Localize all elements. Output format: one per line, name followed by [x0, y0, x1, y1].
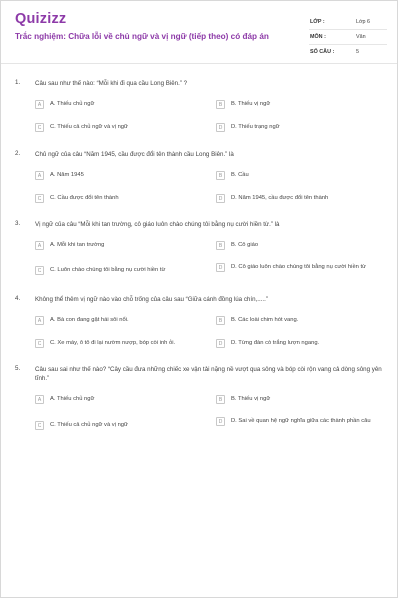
option-letter-box: D	[216, 123, 225, 132]
question-number: 4.	[15, 295, 21, 302]
question-text: Không thể thêm vị ngữ nào vào chỗ trống của câu sau “Giữa cánh đồng lúa chín,.....”	[35, 296, 268, 303]
option-d[interactable]	[216, 194, 388, 203]
question-text: Câu sau như thế nào: “Mỗi khi đi qua cầu Long Biên.” ?	[35, 80, 188, 87]
meta-value: 5	[356, 49, 359, 55]
option-text: C. Xe máy, ô tô đi lại nườm nượp, bóp còi inh ỏi.	[50, 340, 176, 346]
option-letter-box: D	[216, 194, 225, 203]
option-letter-box: B	[216, 100, 225, 109]
option-text: D. Cô giáo luôn chào chúng tôi bằng nụ cười hiền từ	[231, 264, 366, 270]
option-letter-box: A	[35, 395, 44, 404]
option-text: B. Các loài chim hót vang.	[231, 317, 299, 323]
option-letter-box: A	[35, 241, 44, 250]
question-text: Chủ ngữ của câu “Năm 1945, cầu được đổi tên thành cầu Long Biên.” là	[35, 151, 234, 158]
option-text: B. Thiếu vị ngữ	[231, 396, 271, 402]
option-letter-box: C	[35, 339, 44, 348]
option-letter-box: A	[35, 100, 44, 109]
option-letter-box: C	[35, 421, 44, 430]
option-d[interactable]	[216, 263, 384, 272]
option-c[interactable]	[35, 266, 207, 275]
option-text: B. Thiếu vị ngữ	[231, 101, 271, 107]
option-text: A. Thiếu chủ ngữ	[50, 396, 95, 402]
option-text: B. Cô giáo	[231, 242, 259, 248]
option-text: C. Luôn chào chúng tôi bằng nụ cười hiền từ	[50, 267, 166, 273]
option-text: A. Mỗi khi tan trường	[50, 242, 105, 248]
option-letter-box: B	[216, 395, 225, 404]
option-a[interactable]	[35, 100, 207, 109]
option-a[interactable]	[35, 395, 207, 404]
option-text: D. Thiếu trạng ngữ	[231, 124, 280, 130]
meta-row-count	[309, 45, 387, 59]
option-c[interactable]	[35, 123, 207, 132]
option-letter-box: B	[216, 171, 225, 180]
worksheet-header	[1, 1, 397, 64]
option-c[interactable]	[35, 194, 207, 203]
option-letter-box: C	[35, 266, 44, 275]
option-letter-box: D	[216, 339, 225, 348]
worksheet-title: Trắc nghiệm: Chữa lỗi về chủ ngữ và vị ngữ (tiếp theo) có đáp án	[15, 32, 269, 41]
quizizz-logo[interactable]: Quizizz	[15, 11, 67, 27]
option-c[interactable]	[35, 339, 207, 348]
option-a[interactable]	[35, 241, 207, 250]
option-d[interactable]	[216, 417, 384, 426]
option-text: A. Bà con đang gặt hái sôi nổi.	[50, 317, 129, 323]
option-b[interactable]	[216, 171, 388, 180]
option-text: C. Thiếu cả chủ ngữ và vị ngữ	[50, 124, 128, 130]
option-b[interactable]	[216, 100, 388, 109]
option-text: C. Cầu được đổi tên thành	[50, 195, 119, 201]
worksheet-meta	[309, 15, 387, 59]
option-b[interactable]	[216, 316, 388, 325]
question-text: Vị ngữ của câu “Mỗi khi tan trường, cô giáo luôn chào chúng tôi bằng nụ cười hiền từ.” là	[35, 221, 280, 228]
option-letter-box: B	[216, 241, 225, 250]
option-d[interactable]	[216, 123, 388, 132]
option-text: D. Năm 1945, cầu được đổi tên thành	[231, 195, 329, 201]
option-text: C. Thiếu cả chủ ngữ và vị ngữ	[50, 422, 128, 428]
meta-row-subject	[309, 30, 387, 45]
question-number: 2.	[15, 150, 21, 157]
meta-value: Văn	[356, 34, 366, 40]
option-text: A. Thiếu chủ ngữ	[50, 101, 95, 107]
option-text: B. Cầu	[231, 172, 249, 178]
option-letter-box: D	[216, 263, 225, 272]
option-b[interactable]	[216, 241, 388, 250]
option-letter-box: A	[35, 171, 44, 180]
option-letter-box: A	[35, 316, 44, 325]
option-letter-box: D	[216, 417, 225, 426]
option-letter-box: C	[35, 123, 44, 132]
meta-row-class	[309, 15, 387, 30]
question-number: 3.	[15, 220, 21, 227]
option-a[interactable]	[35, 171, 207, 180]
option-letter-box: C	[35, 194, 44, 203]
option-text: D. Từng đàn cò trắng lượn ngang.	[231, 340, 320, 346]
question-number: 5.	[15, 365, 21, 372]
option-c[interactable]	[35, 421, 207, 430]
question-text: Câu sau sai như thế nào? “Cây cầu đưa những chiếc xe vận tải nặng nề vượt qua sông và bóp còi rộn vang cả dòng sông yên tĩnh.”	[35, 366, 382, 382]
question-number: 1.	[15, 79, 21, 86]
option-text: A. Năm 1945	[50, 172, 84, 178]
meta-label: MÔN :	[310, 34, 326, 40]
meta-label: LỚP :	[310, 19, 325, 25]
meta-value: Lớp 6	[356, 19, 371, 25]
option-b[interactable]	[216, 395, 388, 404]
meta-label: SỐ CÂU :	[310, 49, 335, 55]
option-d[interactable]	[216, 339, 388, 348]
option-a[interactable]	[35, 316, 207, 325]
option-letter-box: B	[216, 316, 225, 325]
option-text: D. Sai về quan hệ ngữ nghĩa giữa các thành phần câu	[231, 418, 371, 424]
